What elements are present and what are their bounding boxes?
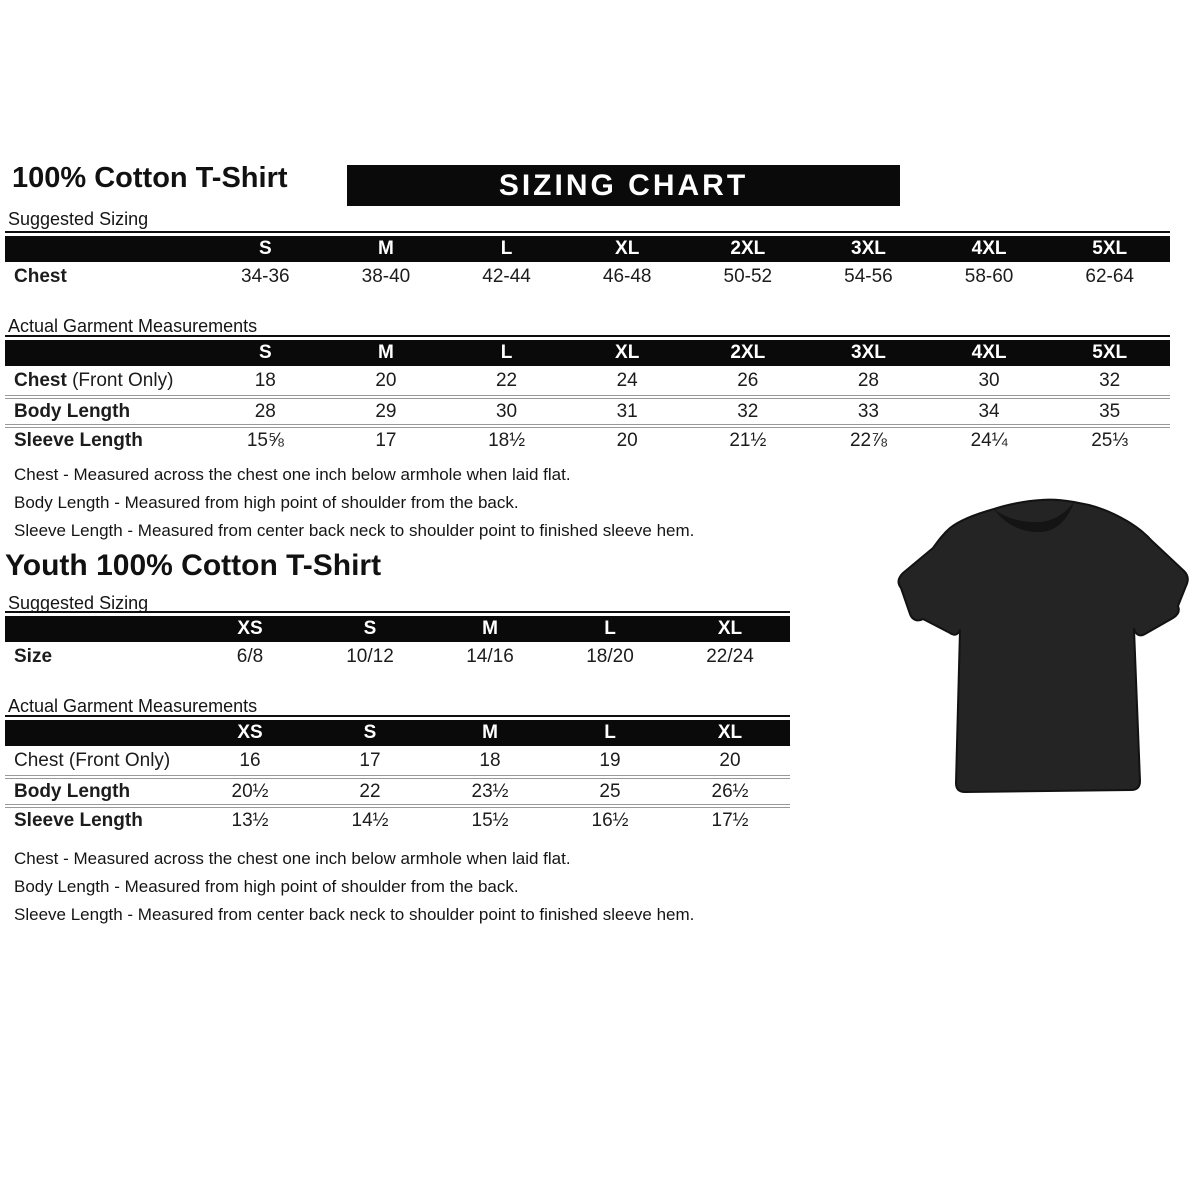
col-header: S (258, 238, 272, 259)
table-row (5, 262, 1170, 291)
cell: 35 (1099, 400, 1121, 422)
cell: 54-56 (844, 265, 893, 287)
table-row (5, 424, 1170, 453)
cell: 22/24 (706, 645, 754, 667)
cell: 32 (1099, 369, 1121, 391)
cell: 21½ (729, 429, 767, 451)
row-label (5, 370, 205, 392)
cell: 58-60 (964, 265, 1014, 287)
cell: 20 (375, 369, 397, 391)
cell: 18 (254, 369, 276, 391)
table-header-row (5, 236, 1170, 262)
cell: 29 (375, 400, 397, 422)
row-label-main: Chest (14, 369, 67, 391)
col-header: 3XL (851, 342, 886, 363)
youth-suggested-sizing-table (5, 611, 790, 671)
youth-actual-measurements-table (5, 715, 790, 833)
cell: 20½ (231, 780, 269, 802)
note-line: Chest - Measured across the chest one inch below armhole when laid flat. (14, 849, 571, 868)
cell: 19 (599, 749, 621, 771)
adult-actual-measurements-label: Actual Garment Measurements (8, 316, 258, 336)
col-header: M (482, 618, 498, 639)
cell: 24 (616, 369, 638, 391)
adult-measurement-notes (14, 461, 694, 545)
cell: 26 (737, 369, 759, 391)
cell: 22 (495, 369, 518, 391)
cell: 28 (254, 400, 276, 422)
col-header: XL (717, 618, 743, 639)
row-label: Body Length (14, 780, 131, 802)
adult-suggested-sizing-label: Suggested Sizing (8, 209, 149, 229)
col-header: 5XL (1092, 238, 1128, 259)
cell: 46-48 (602, 265, 652, 287)
col-header: XS (237, 722, 263, 743)
cell: 13½ (231, 809, 269, 831)
cell: 16½ (591, 809, 629, 831)
table-row (5, 395, 1170, 424)
col-header: L (604, 722, 616, 743)
cell: 18½ (488, 429, 526, 451)
cell: 15½ (471, 809, 509, 831)
col-header: XL (615, 238, 640, 259)
cell: 38-40 (361, 265, 411, 287)
cell: 15⅝ (246, 429, 284, 451)
col-header: M (378, 342, 394, 363)
table-row (5, 642, 790, 671)
row-label: Body Length (14, 400, 131, 422)
tshirt-image (893, 489, 1193, 801)
cell: 25⅓ (1091, 429, 1129, 451)
cell: 6/8 (236, 645, 264, 667)
cell: 33 (857, 400, 879, 422)
col-header: L (500, 238, 513, 259)
cell: 26½ (711, 780, 749, 802)
note-line: Sleeve Length - Measured from center back neck to shoulder point to finished sleeve hem. (14, 905, 695, 924)
table-row (5, 775, 790, 804)
row-label: Size (14, 645, 53, 667)
cell: 25 (599, 780, 621, 802)
cell: 18/20 (586, 645, 634, 667)
adult-actual-measurements-table (5, 335, 1170, 453)
cell: 20 (719, 749, 741, 771)
cell: 20 (616, 429, 638, 451)
row-label: Chest (14, 265, 67, 287)
note-line: Body Length - Measured from high point of shoulder from the back. (14, 493, 519, 512)
cell: 62-64 (1085, 265, 1134, 287)
cell: 34-36 (241, 265, 290, 287)
cell: 17½ (711, 809, 749, 831)
col-header: M (482, 722, 498, 743)
youth-measurement-notes (14, 845, 694, 929)
table-row (5, 746, 790, 775)
youth-actual-measurements-label: Actual Garment Measurements (8, 696, 258, 716)
cell: 28 (857, 369, 879, 391)
cell: 14½ (351, 809, 389, 831)
note-line: Sleeve Length - Measured from center back neck to shoulder point to finished sleeve hem. (14, 521, 695, 540)
note-line: Body Length - Measured from high point of shoulder from the back. (14, 877, 519, 896)
cell: 10/12 (346, 645, 394, 667)
cell: 32 (737, 400, 759, 422)
table-row (5, 366, 1170, 395)
cell: 16 (239, 749, 261, 771)
col-header: XS (237, 618, 263, 639)
cell: 14/16 (466, 645, 514, 667)
cell: 23½ (471, 780, 509, 802)
col-header: L (604, 618, 616, 639)
col-header: XL (717, 722, 743, 743)
row-label: Sleeve Length (14, 809, 143, 831)
cell: 50-52 (723, 265, 773, 287)
cell: 22⅞ (849, 429, 887, 451)
adult-suggested-sizing-table (5, 231, 1170, 291)
col-header: S (363, 618, 377, 639)
col-header: 4XL (971, 238, 1007, 259)
col-header: 2XL (730, 238, 766, 259)
col-header: 5XL (1092, 342, 1128, 363)
row-label: Sleeve Length (14, 429, 143, 451)
cell: 17 (375, 429, 397, 451)
row-label-suffix: (Front Only) (66, 369, 174, 391)
col-header: 2XL (730, 342, 766, 363)
table-header-row (5, 616, 790, 642)
cell: 22 (359, 780, 381, 802)
col-header: 4XL (971, 342, 1007, 363)
youth-suggested-sizing-label: Suggested Sizing (8, 593, 149, 613)
col-header: 3XL (851, 238, 886, 259)
page-title: 100% Cotton T-Shirt (12, 162, 288, 194)
cell: 18 (479, 749, 501, 771)
cell: 24¼ (970, 429, 1008, 451)
cell: 30 (495, 400, 518, 422)
tshirt-body-shape (899, 500, 1188, 792)
col-header: XL (615, 342, 640, 363)
cell: 42-44 (482, 265, 531, 287)
col-header: S (363, 722, 377, 743)
cell: 17 (359, 749, 381, 771)
col-header: M (378, 238, 394, 259)
table-header-row (5, 720, 790, 746)
cell: 30 (978, 369, 1000, 391)
sizing-chart-banner: SIZING CHART (347, 165, 900, 206)
table-header-row (5, 340, 1170, 366)
col-header: S (258, 342, 272, 363)
row-label: Chest (Front Only) (14, 749, 171, 771)
col-header: L (500, 342, 513, 363)
youth-title: Youth 100% Cotton T-Shirt (5, 549, 382, 582)
cell: 31 (616, 400, 638, 422)
table-row (5, 804, 790, 833)
note-line: Chest - Measured across the chest one inch below armhole when laid flat. (14, 465, 571, 484)
cell: 34 (978, 400, 1000, 422)
